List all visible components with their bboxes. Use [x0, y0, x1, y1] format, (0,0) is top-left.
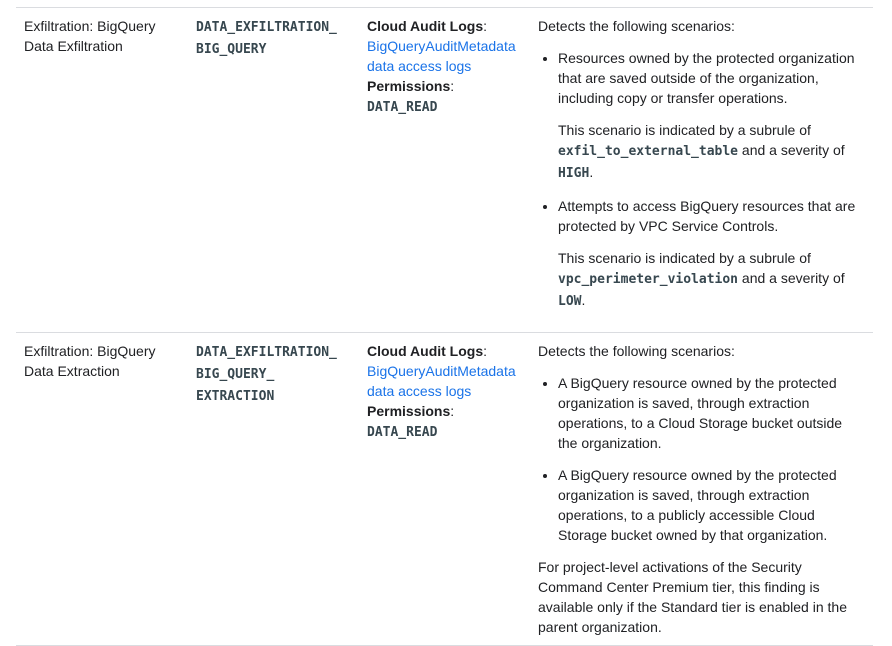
list-item	[558, 48, 865, 184]
audit-logs-link[interactable]: BigQueryAuditMetadata data access logs	[367, 38, 516, 74]
note-text: This scenario is indicated by a subrule of	[558, 250, 811, 266]
permission-value: DATA_READ	[367, 425, 438, 440]
note-text: and a severity of	[738, 270, 845, 286]
log-source: Cloud Audit Logs: BigQueryAuditMetadata data access logs Permissions: DATA_READ	[359, 8, 530, 333]
table-row	[16, 8, 873, 333]
finding-category	[188, 8, 359, 333]
audit-logs-link[interactable]: BigQueryAuditMetadata data access logs	[367, 363, 516, 399]
list-item	[558, 196, 865, 312]
subrule: vpc_perimeter_violation	[558, 272, 739, 287]
description	[530, 8, 873, 333]
severity: HIGH	[558, 166, 590, 181]
source-label: Cloud Audit Logs	[367, 18, 484, 34]
tier-note: For project-level activations of the Security Command Center Premium tier, this finding is available only if the Standard tier is enabled in the parent organization.	[538, 559, 847, 635]
description-intro: Detects the following scenarios:	[538, 343, 735, 359]
scenario-note	[558, 120, 865, 184]
permissions-label: Permissions	[367, 403, 451, 419]
scenario-text: Resources owned by the protected organization that are saved outside of the organization, including copy or transfer operations.	[558, 50, 855, 106]
scenario-text: Attempts to access BigQuery resources that are protected by VPC Service Controls.	[558, 198, 856, 234]
category-part: EXTRACTION	[196, 389, 275, 404]
description	[530, 333, 873, 646]
permission-value: DATA_READ	[367, 100, 438, 115]
log-source: Cloud Audit Logs: BigQueryAuditMetadata data access logs Permissions: DATA_READ	[359, 333, 530, 646]
note-text: and a severity of	[738, 142, 845, 158]
finding-name: Exfiltration: BigQuery Data Exfiltration	[16, 8, 188, 333]
finding-category	[188, 333, 359, 646]
severity: LOW	[558, 294, 582, 309]
note-text: .	[589, 164, 594, 180]
category-part: DATA_EXFILTRATION_	[196, 345, 337, 360]
list-item: • A BigQuery resource owned by the protected organization is saved, through extraction operations, to a publicly accessible Cloud Storage bucket owned by that organization.	[558, 465, 865, 545]
table-row	[16, 333, 873, 646]
findings-table	[16, 7, 873, 646]
note-text: .	[581, 292, 586, 308]
list-item: • A BigQuery resource owned by the protected organization is saved, through extraction operations, to a Cloud Storage bucket outside the organization.	[558, 373, 865, 453]
subrule: exfil_to_external_table	[558, 144, 739, 159]
source-label: Cloud Audit Logs	[367, 343, 484, 359]
note-text: This scenario is indicated by a subrule of	[558, 122, 811, 138]
description-intro: Detects the following scenarios:	[538, 18, 735, 34]
category-part: DATA_EXFILTRATION_	[196, 20, 337, 35]
category-part: BIG_QUERY	[196, 42, 267, 57]
permissions-label: Permissions	[367, 78, 451, 94]
finding-name: Exfiltration: BigQuery Data Extraction	[16, 333, 188, 646]
scenario-note	[558, 248, 865, 312]
category-part: BIG_QUERY_	[196, 367, 275, 382]
